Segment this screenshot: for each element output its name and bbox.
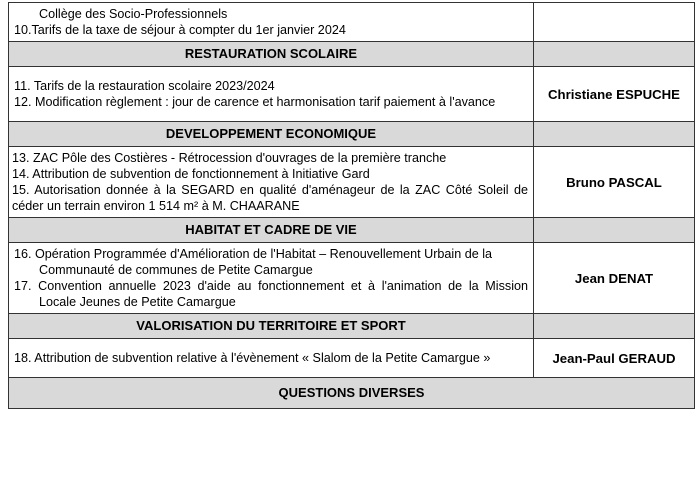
items-cell bbox=[9, 67, 534, 122]
responsible-cell bbox=[534, 3, 695, 42]
agenda-table bbox=[8, 2, 695, 409]
section-header bbox=[9, 42, 695, 67]
section-header bbox=[9, 378, 695, 409]
agenda-item: 16. Opération Programmée d'Amélioration de l'Habitat – Renouvellement Urbain de la Communauté de communes de Petite Camargue bbox=[14, 247, 493, 277]
responsible-cell: Bruno PASCAL bbox=[534, 147, 695, 218]
agenda-row bbox=[9, 67, 695, 122]
section-header-blank bbox=[534, 218, 695, 243]
section-title: DEVELOPPEMENT ECONOMIQUE bbox=[9, 122, 534, 147]
section-title: QUESTIONS DIVERSES bbox=[9, 378, 695, 409]
agenda-row bbox=[9, 243, 695, 314]
items-cell bbox=[9, 3, 534, 42]
agenda-item: 13. ZAC Pôle des Costières - Rétrocession d'ouvrages de la première tranche bbox=[12, 151, 447, 165]
items-cell bbox=[9, 339, 534, 378]
section-header-blank bbox=[534, 314, 695, 339]
section-title: HABITAT ET CADRE DE VIE bbox=[9, 218, 534, 243]
section-header-blank bbox=[534, 122, 695, 147]
agenda-item: 12. Modification règlement : jour de carence et harmonisation tarif paiement à l'avance bbox=[14, 95, 496, 109]
agenda-item: 17. Convention annuelle 2023 d'aide au fonctionnement et à l'animation de la Mission Locale Jeunes de Petite Camargue bbox=[14, 279, 528, 309]
agenda-item: Collège des Socio-Professionnels bbox=[39, 7, 228, 21]
section-header bbox=[9, 314, 695, 339]
agenda-row bbox=[9, 339, 695, 378]
agenda-item: 11. Tarifs de la restauration scolaire 2023/2024 bbox=[14, 79, 275, 93]
agenda-item: 15. Autorisation donnée à la SEGARD en qualité d'aménageur de la ZAC Côté Soleil de céder un terrain environ 1 514 m² à M. CHAARANE bbox=[12, 183, 528, 213]
items-cell bbox=[9, 243, 534, 314]
responsible-cell: Christiane ESPUCHE bbox=[534, 67, 695, 122]
responsible-cell: Jean DENAT bbox=[534, 243, 695, 314]
agenda-item: 18. Attribution de subvention relative à l'évènement « Slalom de la Petite Camargue » bbox=[14, 351, 491, 365]
items-cell bbox=[9, 147, 534, 218]
agenda-row bbox=[9, 3, 695, 42]
section-header bbox=[9, 122, 695, 147]
section-title: RESTAURATION SCOLAIRE bbox=[9, 42, 534, 67]
section-title: VALORISATION DU TERRITOIRE ET SPORT bbox=[9, 314, 534, 339]
section-header-blank bbox=[534, 42, 695, 67]
agenda-row bbox=[9, 147, 695, 218]
responsible-cell: Jean-Paul GERAUD bbox=[534, 339, 695, 378]
agenda-item: 10.Tarifs de la taxe de séjour à compter du 1er janvier 2024 bbox=[14, 23, 346, 37]
agenda-item: 14. Attribution de subvention de fonctionnement à Initiative Gard bbox=[12, 167, 370, 181]
section-header bbox=[9, 218, 695, 243]
